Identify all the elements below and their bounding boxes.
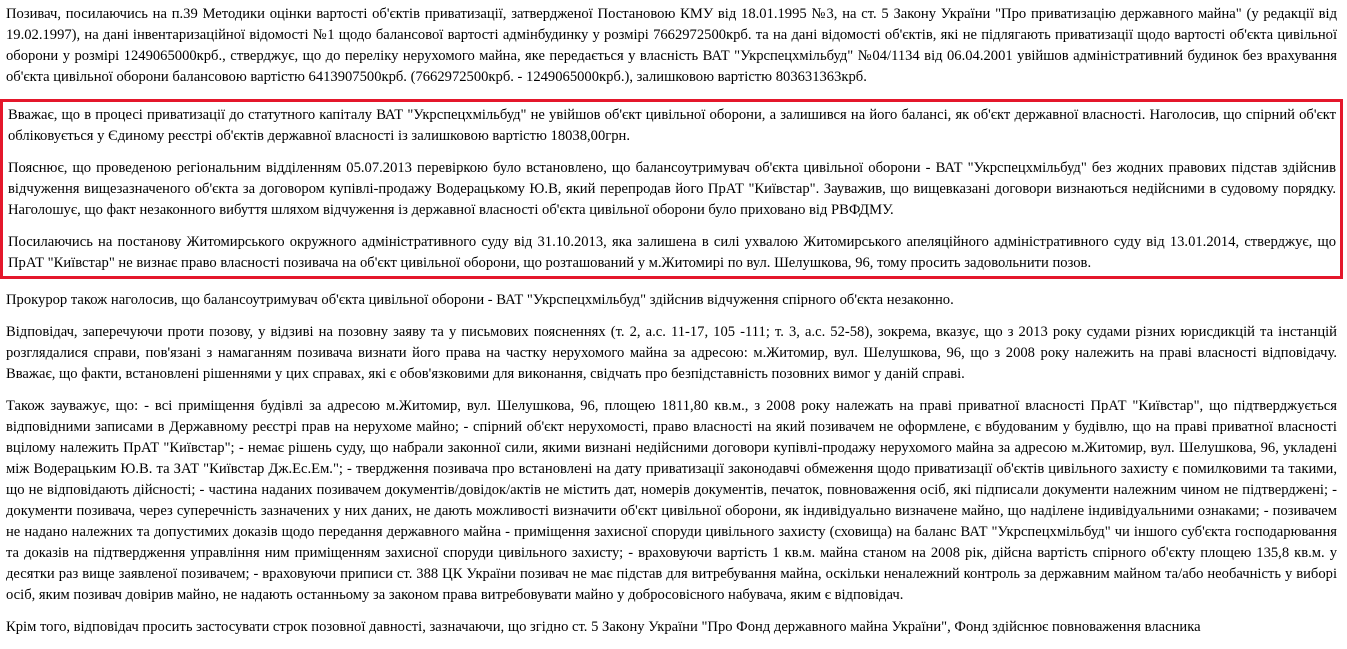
paragraph-prosecutor: Прокурор також наголосив, що балансоутримувач об'єкта цивільної оборони - ВАТ "Укрспецхмільбуд" здійснив відчуження спірного об'єкта незаконно. bbox=[6, 292, 954, 308]
paragraph-defendant-objection: Відповідач, заперечуючи проти позову, у відзиві на позовну заяву та у письмових поясненнях (т. 2, а.с. 11-17, 105 -111; т. 3, а.с. 52-58), зокрема, вказує, що з 2013 року судами різних юрисдикцій та інстанцій розглядалися справи, пов'язані з намаганням позивача визнати його права на частку нерухомого майна за адресою: м.Житомир, вул. Шелушкова, 96, що з 2008 року належить на праві власності відповідачу. Вважає, що факти, встановлені рішеннями у цих справах, які є обов'язковими для виконання, свідчать про безпідставність позовних вимог у даній справі. bbox=[6, 324, 1337, 382]
paragraph-inspection-findings: Пояснює, що проведеною регіональним відділенням 05.07.2013 перевіркою було встановлено, що балансоутримувач об'єкта цивільної оборони - ВАТ "Укрспецхмільбуд" без жодних правових підстав здійснив відчуження вищезазначеного об'єкта за договором купівлі-продажу Водерацькому Ю.В, який перепродав його ПрАТ "Київстар". Зауважив, що вищевказані договори визнаються недійсними в судовому порядку. Наголошує, що факт незаконного вибуття шляхом відчуження із державної власності об'єкта цивільної оборони було приховано від РВФДМУ. bbox=[8, 160, 1336, 218]
document-body bbox=[6, 4, 1337, 649]
paragraph-civil-defense-object: Вважає, що в процесі приватизації до статутного капіталу ВАТ "Укрспецхмільбуд" не увійшов об'єкт цивільної оборони, а залишився на його балансі, як об'єкт державної власності. Наголосив, що спірний об'єкт обліковується у Єдиному реєстрі об'єктів державної власності із залишковою вартістю 18038,00грн. bbox=[8, 107, 1336, 144]
paragraph-plaintiff-claim: Позивач, посилаючись на п.39 Методики оцінки вартості об'єктів приватизації, затвердженої Постановою КМУ від 18.01.1995 №3, на ст. 5 Закону України "Про приватизацію державного майна" (у редакції від 19.02.1997), на дані інвентаризаційної відомості №1 щодо балансової вартості адмінбудинку у розмірі 7662972500крб. та на дані відомості об'єктів, які не підлягають приватизації щодо вартості об'єкта цивільної оборони у розмірі 1249065000крб., стверджує, що до переліку нерухомого майна, яке передається у власність ВАТ "Укрспецхмільбуд" №04/1134 від 06.04.2001 увійшов адміністративний будинок без врахування об'єкта цивільної оборони балансовою вартістю 6413907500крб. (7662972500крб. - 1249065000крб.), залишковою вартістю 803631363крб. bbox=[6, 6, 1337, 85]
paragraph-defendant-remarks: Також зауважує, що: - всі приміщення будівлі за адресою м.Житомир, вул. Шелушкова, 96, площею 1811,80 кв.м., з 2008 року належать на праві приватної власності ПрАТ "Київстар", що підтверджується відповідними записами в Державному реєстрі прав на нерухоме майно; - спірний об'єкт нерухомості, право власності на який позивачем не оформлене, є вбудованим у будівлю, що на праві приватної власності вцілому належить ПрАТ "Київстар"; - немає рішень суду, що набрали законної сили, якими визнані недійсними договори купівлі-продажу нерухомого майна за адресою м.Житомир, вул. Шелушкова, 96, укладені між Водерацьким Ю.В. та ЗАТ "Київстар Дж.Ес.Ем."; - твердження позивача про встановлені на дату приватизації законодавчі обмеження щодо приватизації об'єктів цивільного захисту є помилковими та такими, що не відповідають дійсності; - частина наданих позивачем документів/довідок/актів не містить дат, номерів документів, печаток, повноваження осіб, які підписали документи належним чином не підтверджені; - документи позивача, через суперечність зазначених у них даних, не дають можливості визначити об'єкт цивільної оборони, як індивідуально визначене майно, що наділене індивідуальними ознаками; - позивачем не надано належних та допустимих доказів щодо передання державного майна - приміщення захисної споруди цивільного захисту (сховища) на баланс ВАТ "Укрспецхмільбуд" чи іншого суб'єкта господарювання та доказів на підтвердження управління ним приміщенням захисної споруди цивільного захисту; - враховуючи вартість 1 кв.м. майна станом на 2008 рік, дійсна вартість спірного об'єкту площею 135,8 кв.м. у десятки раз вище заявленої позивачем; - враховуючи приписи ст. 388 ЦК України позивач не має підстав для витребування майна, оскільки неналежний контроль за державним майном та/або необачність у виборі осіб, яким позивач довірив майно, не надають останньому за законом права витребовувати майно у добросовісного набувача, яким є відповідач. bbox=[6, 398, 1337, 603]
paragraph-court-decision: Посилаючись на постанову Житомирського окружного адміністративного суду від 31.10.2013, яка залишена в силі ухвалою Житомирського апеляційного адміністративного суду від 13.01.2014, стверджує, що ПрАТ "Київстар" не визнає право власності позивача на об'єкт цивільної оборони, що розташований у м.Житомирі по вул. Шелушкова, 96, тому просить задовольнити позов. bbox=[8, 234, 1336, 271]
paragraph-limitation-period: Крім того, відповідач просить застосувати строк позовної давності, зазначаючи, що згідно ст. 5 Закону України "Про Фонд державного майна України", Фонд здійснює повноваження власника bbox=[6, 619, 1201, 635]
highlighted-section bbox=[0, 99, 1343, 279]
